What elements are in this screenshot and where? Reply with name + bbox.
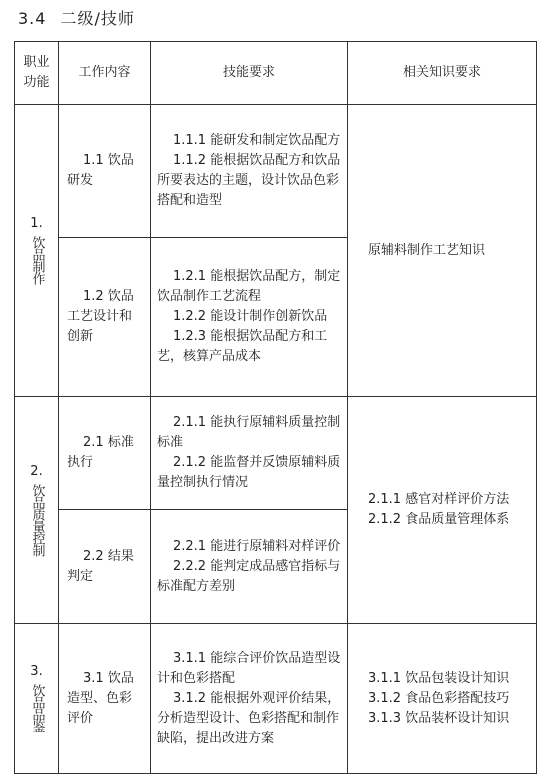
function-name: 饮品质量控制 — [29, 483, 45, 556]
skill-cell — [151, 624, 348, 774]
work-number: 3.1 — [83, 670, 104, 686]
function-number: 3. — [30, 664, 43, 679]
work-name: 标准执行 — [67, 435, 134, 470]
function-name: 饮品品鉴 — [29, 684, 45, 732]
function-cell — [15, 624, 59, 774]
header-knowledge-requirements: 相关知识要求 — [348, 42, 537, 105]
knowledge-cell — [348, 105, 537, 397]
skill-standard-table — [14, 41, 537, 774]
section-title: 二级/技师 — [60, 9, 135, 28]
table-row — [15, 624, 537, 774]
skill-cell — [151, 238, 348, 397]
skill-cell — [151, 105, 348, 238]
knowledge-item: 2.1.2 食品质量管理体系 — [368, 512, 510, 527]
table-row — [15, 397, 537, 510]
function-number: 1. — [30, 216, 43, 231]
skill-item: 2.1.1 能执行原辅料质量控制标准 — [157, 415, 341, 450]
work-content-cell — [59, 238, 151, 397]
table-header-row — [15, 42, 537, 105]
skill-cell — [151, 510, 348, 624]
header-work-content: 工作内容 — [59, 42, 151, 105]
skill-cell — [151, 397, 348, 510]
section-number: 3.4 — [18, 9, 47, 28]
skill-item: 1.2.3 能根据饮品配方和工艺，核算产品成本 — [157, 329, 328, 364]
work-content-cell — [59, 624, 151, 774]
skill-item: 2.2.1 能进行原辅料对样评价 — [173, 538, 341, 554]
skill-item: 1.2.1 能根据饮品配方，制定饮品制作工艺流程 — [157, 269, 341, 304]
work-name: 饮品工艺设计和创新 — [67, 289, 134, 344]
skill-item: 2.1.2 能监督并反馈原辅料质量控制执行情况 — [157, 455, 341, 490]
header-function: 职业功能 — [15, 42, 59, 105]
work-number: 1.2 — [83, 289, 104, 304]
function-number: 2. — [30, 463, 43, 479]
work-content-cell — [59, 105, 151, 238]
skill-item: 2.2.2 能判定成品感官指标与标准配方差别 — [157, 558, 341, 594]
skill-item: 3.1.2 能根据外观评价结果，分析造型设计、色彩搭配和制作缺陷，提出改进方案 — [157, 690, 341, 746]
knowledge-cell — [348, 624, 537, 774]
section-heading — [18, 6, 135, 29]
skill-item: 1.1.2 能根据饮品配方和饮品所要表达的主题，设计饮品色彩搭配和造型 — [157, 153, 341, 208]
function-cell — [15, 105, 59, 397]
knowledge-item: 2.1.1 感官对样评价方法 — [368, 492, 510, 507]
knowledge-item: 原辅料制作工艺知识 — [368, 242, 486, 258]
function-name: 饮品制作 — [29, 236, 45, 284]
skill-item: 1.2.2 能设计制作创新饮品 — [173, 309, 328, 324]
work-number: 1.1 — [83, 153, 104, 168]
work-number: 2.2 — [83, 548, 104, 564]
work-content-cell — [59, 510, 151, 624]
knowledge-item: 3.1.3 饮品装杯设计知识 — [368, 710, 510, 726]
work-name: 结果判定 — [67, 548, 134, 584]
knowledge-item: 3.1.1 饮品包装设计知识 — [368, 670, 510, 686]
skill-item: 1.1.1 能研发和制定饮品配方 — [173, 133, 341, 148]
work-name: 饮品研发 — [67, 153, 134, 188]
table-row — [15, 105, 537, 238]
skill-item: 3.1.1 能综合评价饮品造型设计和色彩搭配 — [157, 650, 341, 686]
work-name: 饮品造型、色彩评价 — [67, 670, 134, 726]
header-skill-requirements: 技能要求 — [151, 42, 348, 105]
knowledge-item: 3.1.2 食品色彩搭配技巧 — [368, 690, 510, 706]
knowledge-cell — [348, 397, 537, 624]
work-content-cell — [59, 397, 151, 510]
function-cell — [15, 397, 59, 624]
work-number: 2.1 — [83, 435, 104, 450]
